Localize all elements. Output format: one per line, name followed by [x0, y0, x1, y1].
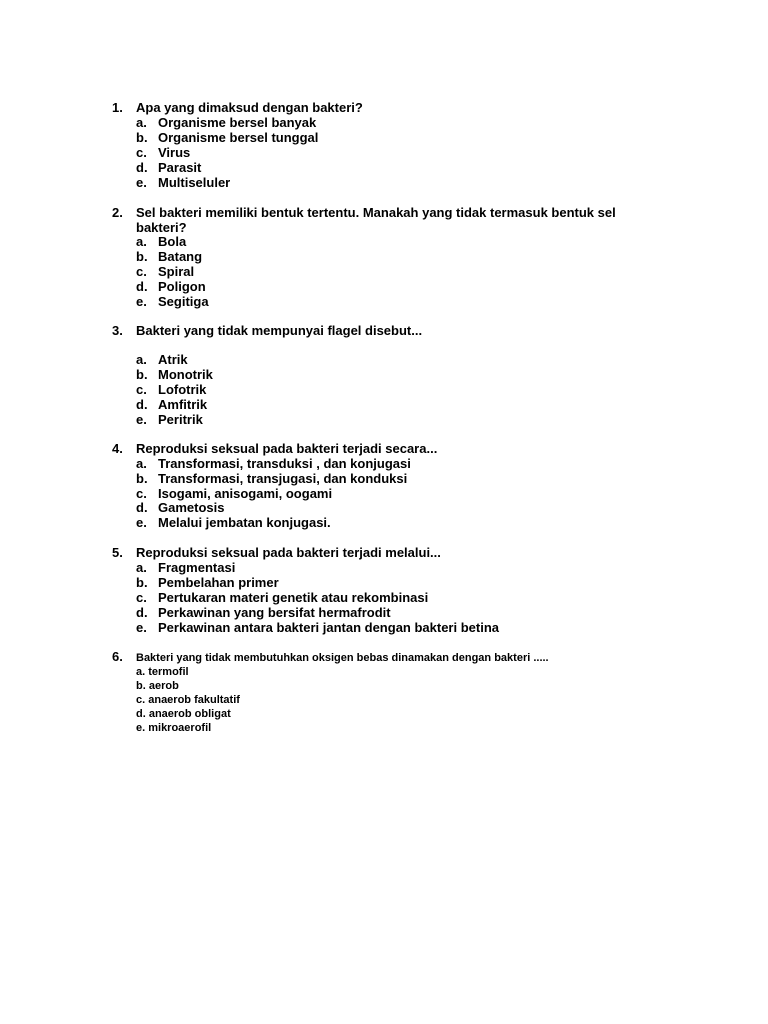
- option-text: c. anaerob fakultatif: [136, 694, 240, 706]
- question-text: Reproduksi seksual pada bakteri terjadi secara...: [136, 441, 438, 456]
- question-text: Reproduksi seksual pada bakteri terjadi melalui...: [136, 545, 441, 560]
- option-letter: c.: [136, 145, 147, 160]
- option-text: Lofotrik: [158, 382, 207, 397]
- option-text: Perkawinan antara bakteri jantan dengan bakteri betina: [158, 620, 499, 635]
- option-text: Transformasi, transjugasi, dan konduksi: [158, 471, 408, 486]
- option-letter: c.: [136, 486, 147, 501]
- option-letter: e.: [136, 175, 147, 190]
- option-letter: d.: [136, 279, 148, 294]
- question-text-continued: bakteri?: [136, 220, 187, 235]
- option-letter: d.: [136, 605, 148, 620]
- option-letter: a.: [136, 352, 147, 367]
- option-text: Spiral: [158, 264, 195, 279]
- question-text: Sel bakteri memiliki bentuk tertentu. Manakah yang tidak termasuk bentuk sel: [136, 205, 616, 220]
- question-number: 3.: [112, 323, 123, 338]
- option-text: Pertukaran materi genetik atau rekombinasi: [158, 590, 429, 605]
- option-text: Melalui jembatan konjugasi.: [158, 515, 331, 530]
- option-text: Virus: [158, 145, 191, 160]
- option-text: Gametosis: [158, 500, 225, 515]
- option-text: Atrik: [158, 352, 188, 367]
- option-letter: c.: [136, 590, 147, 605]
- option-letter: e.: [136, 620, 147, 635]
- option-letter: d.: [136, 500, 148, 515]
- option-letter: a.: [136, 560, 147, 575]
- option-text: Organisme bersel tunggal: [158, 130, 319, 145]
- option-text: d. anaerob obligat: [136, 708, 231, 720]
- option-text: b. aerob: [136, 680, 179, 692]
- option-text: Fragmentasi: [158, 560, 236, 575]
- option-text: Bola: [158, 234, 187, 249]
- question-text: Apa yang dimaksud dengan bakteri?: [136, 100, 363, 115]
- option-text: Isogami, anisogami, oogami: [158, 486, 333, 501]
- option-letter: c.: [136, 264, 147, 279]
- option-letter: a.: [136, 234, 147, 249]
- option-letter: b.: [136, 367, 148, 382]
- option-text: Poligon: [158, 279, 206, 294]
- option-text: Amfitrik: [158, 397, 208, 412]
- option-letter: a.: [136, 456, 147, 471]
- option-text: Pembelahan primer: [158, 575, 279, 590]
- question-number: 4.: [112, 441, 123, 456]
- option-text: a. termofil: [136, 666, 189, 678]
- option-text: Segitiga: [158, 294, 209, 309]
- question-number: 1.: [112, 100, 123, 115]
- question-number: 6.: [112, 649, 123, 664]
- option-letter: e.: [136, 294, 147, 309]
- option-letter: c.: [136, 382, 147, 397]
- option-letter: b.: [136, 249, 148, 264]
- option-letter: e.: [136, 412, 147, 427]
- option-letter: b.: [136, 575, 148, 590]
- option-text: Perkawinan yang bersifat hermafrodit: [158, 605, 391, 620]
- option-letter: a.: [136, 115, 147, 130]
- option-text: Parasit: [158, 160, 202, 175]
- question-number: 2.: [112, 205, 123, 220]
- option-letter: e.: [136, 515, 147, 530]
- option-text: Transformasi, transduksi , dan konjugasi: [158, 456, 411, 471]
- option-text: Batang: [158, 249, 203, 264]
- option-text: Peritrik: [158, 412, 203, 427]
- option-text: Monotrik: [158, 367, 213, 382]
- question-text: Bakteri yang tidak mempunyai flagel disebut...: [136, 323, 423, 338]
- option-letter: b.: [136, 130, 148, 145]
- option-text: e. mikroaerofil: [136, 722, 212, 734]
- option-text: Multiseluler: [158, 175, 231, 190]
- question-text: Bakteri yang tidak membutuhkan oksigen bebas dinamakan dengan bakteri .....: [136, 652, 549, 664]
- option-text: Organisme bersel banyak: [158, 115, 317, 130]
- option-letter: d.: [136, 160, 148, 175]
- question-number: 5.: [112, 545, 123, 560]
- option-letter: d.: [136, 397, 148, 412]
- option-letter: b.: [136, 471, 148, 486]
